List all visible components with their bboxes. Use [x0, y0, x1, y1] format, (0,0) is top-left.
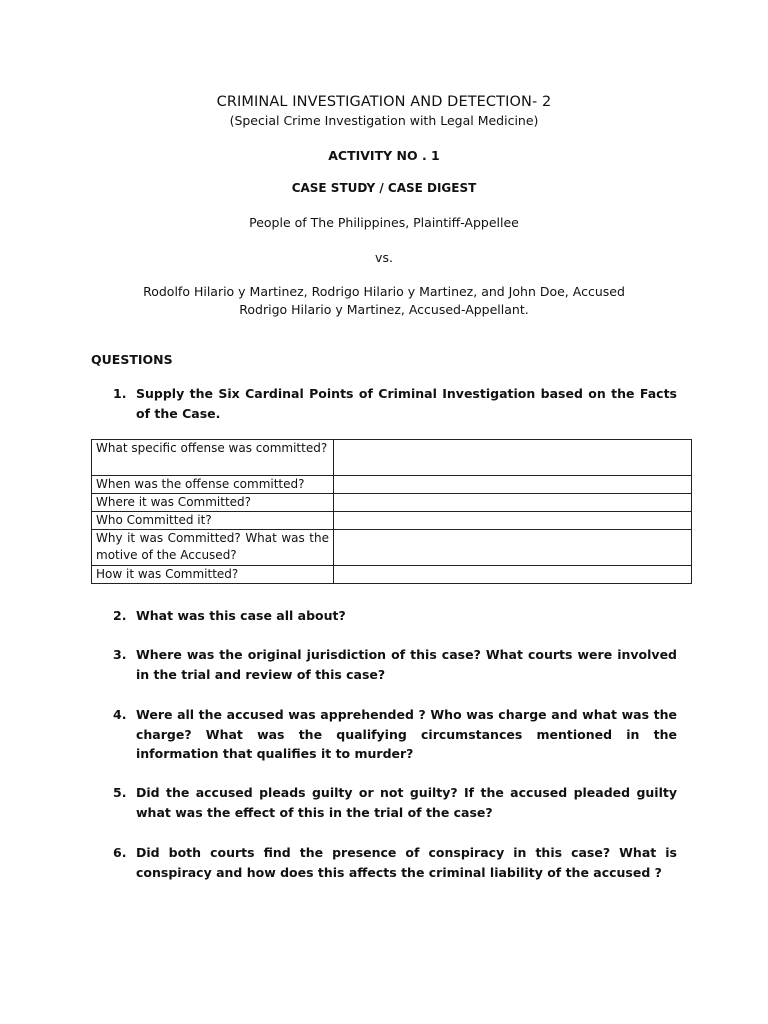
- table-row: [92, 476, 692, 494]
- table-row: [92, 440, 692, 476]
- point-answer-cell[interactable]: [334, 440, 692, 476]
- document-subtitle: (Special Crime Investigation with Legal Medicine): [229, 113, 539, 128]
- table-row: [92, 512, 692, 530]
- question-number: 1.: [113, 386, 127, 401]
- question-number: 6.: [113, 845, 127, 860]
- question-number: 5.: [113, 785, 127, 800]
- question-text: Did both courts find the presence of conspiracy in this case? What is conspiracy and how does this affects the criminal liability of the accused ?: [136, 845, 677, 880]
- point-answer-cell[interactable]: [334, 476, 692, 494]
- question-number: 2.: [113, 608, 127, 623]
- versus-line: vs.: [375, 250, 393, 265]
- cardinal-points-table: [91, 439, 692, 584]
- question-text: Were all the accused was apprehended ? Who was charge and what was the charge? What was the qualifying circumstances mentioned in the information that qualifies it to murder?: [136, 707, 677, 761]
- plaintiff-line: People of The Philippines, Plaintiff-Appellee: [249, 215, 519, 230]
- question-text: Did the accused pleads guilty or not guilty? If the accused pleaded guilty what was the effect of this in the trial of the case?: [136, 785, 677, 820]
- question-text: What was this case all about?: [136, 608, 346, 623]
- question-number: 3.: [113, 647, 127, 662]
- point-label: Why it was Committed? What was the motive of the Accused?: [92, 530, 334, 566]
- question-item: [113, 783, 677, 822]
- point-answer-cell[interactable]: [334, 512, 692, 530]
- table-row: [92, 566, 692, 584]
- question-item: [113, 384, 677, 423]
- point-label: How it was Committed?: [92, 566, 334, 584]
- point-label: Where it was Committed?: [92, 494, 334, 512]
- question-item: [113, 645, 677, 684]
- question-number: 4.: [113, 707, 127, 722]
- question-item: [113, 843, 677, 882]
- point-label: When was the offense committed?: [92, 476, 334, 494]
- accused-line-1: Rodolfo Hilario y Martinez, Rodrigo Hilario y Martinez, and John Doe, Accused: [143, 284, 625, 299]
- activity-number: ACTIVITY NO . 1: [328, 148, 440, 163]
- point-answer-cell[interactable]: [334, 494, 692, 512]
- table-row: [92, 530, 692, 566]
- question-item: [113, 705, 677, 764]
- document-title: CRIMINAL INVESTIGATION AND DETECTION- 2: [216, 94, 552, 110]
- accused-line-2: Rodrigo Hilario y Martinez, Accused-Appellant.: [239, 302, 529, 317]
- question-text: Supply the Six Cardinal Points of Criminal Investigation based on the Facts of the Case.: [136, 386, 677, 421]
- questions-heading: QUESTIONS: [91, 352, 173, 367]
- question-item: [113, 606, 677, 626]
- point-answer-cell[interactable]: [334, 566, 692, 584]
- case-type: CASE STUDY / CASE DIGEST: [291, 181, 477, 195]
- question-text: Where was the original jurisdiction of this case? What courts were involved in the trial and review of this case?: [136, 647, 677, 682]
- table-row: [92, 494, 692, 512]
- point-label: What specific offense was committed?: [92, 440, 334, 476]
- point-label: Who Committed it?: [92, 512, 334, 530]
- point-answer-cell[interactable]: [334, 530, 692, 566]
